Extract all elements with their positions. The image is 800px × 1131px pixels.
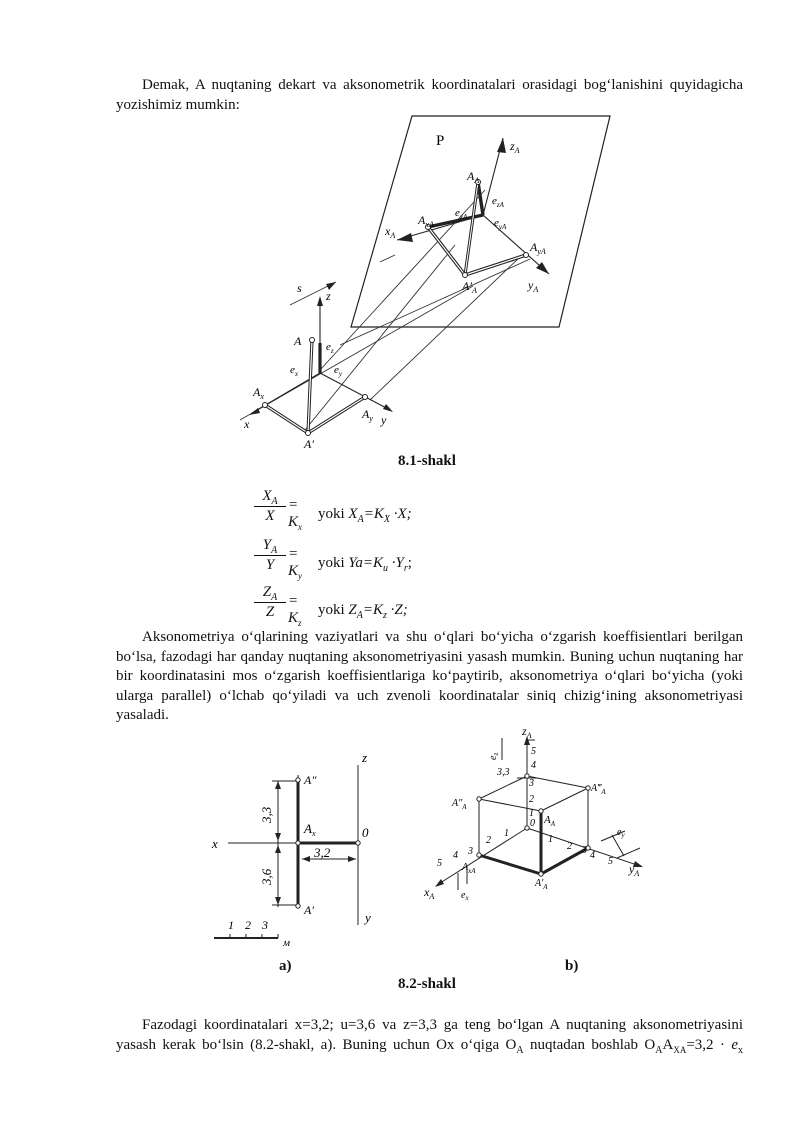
figure-8-2b-label: b)	[565, 958, 579, 974]
svg-text:Ax: $A_x$	[253, 385, 264, 401]
svg-text:3: 3	[468, 846, 473, 857]
figure-8-2a-label: a)	[279, 958, 292, 974]
svg-text:Ay: $A_y$	[362, 407, 373, 423]
figure-8-2a	[205, 745, 395, 950]
svg-text:3,2: 3,2	[314, 845, 331, 860]
svg-text:5: 5	[608, 856, 613, 867]
svg-text:xA: $x_A$	[385, 224, 396, 240]
svg-text:0: 0	[362, 825, 369, 840]
svg-text:ex: $e_x$	[461, 890, 469, 900]
svg-text:AA: $A_A$	[467, 169, 480, 185]
svg-text:2: 2	[567, 841, 572, 852]
svg-text:3,3: 3,3	[259, 806, 274, 823]
svg-text:ez: $e_z$	[326, 341, 334, 355]
svg-text:A″A: $A''_A$	[452, 798, 467, 811]
svg-text:5: 5	[437, 858, 442, 869]
svg-text:1: 1	[228, 918, 234, 932]
svg-text:3,6: 3,6	[259, 868, 274, 885]
svg-text:3: 3	[582, 845, 587, 856]
svg-text:zA: $z_A$	[510, 139, 520, 155]
svg-text:zA: $z_A$	[522, 724, 532, 740]
svg-text:yA: $y_A$	[528, 278, 539, 294]
svg-text:yA: $y_A$	[629, 862, 640, 878]
svg-text:A′A: $A'_A$	[535, 878, 548, 891]
svg-text:AA: $A_A$	[544, 814, 556, 828]
svg-text:A‴A: $A‴_A$	[591, 783, 606, 796]
svg-text:ey: $e_y$	[334, 364, 342, 378]
svg-text:xA: $x_A$	[424, 885, 435, 900]
svg-text:2: 2	[529, 794, 534, 805]
figure-8-1-caption: 8.1-shakl	[398, 453, 456, 469]
svg-text:AxA: $A_{xA}$	[462, 862, 476, 875]
intro-paragraph: Demak, A nuqtaning dekart va aksonometrik koordinatalari orasidagi bog‘lanishini quyidagicha yozishimiz mumkin:	[116, 77, 743, 113]
svg-text:ezA: $e_{zA}$	[492, 195, 504, 209]
svg-text:s: s	[297, 281, 302, 295]
svg-text:z: z	[362, 750, 368, 765]
svg-text:0: 0	[530, 818, 535, 829]
svg-text:exA: $e_{xA}$	[455, 207, 468, 221]
svg-text:1: 1	[529, 808, 534, 819]
svg-text:1: 1	[548, 834, 553, 845]
plane-p	[351, 116, 610, 327]
figure-8-2b	[420, 720, 660, 900]
svg-text:x: x	[212, 836, 218, 851]
svg-text:м: м	[283, 937, 291, 949]
svg-text:3: 3	[262, 918, 268, 932]
svg-text:4: 4	[590, 850, 595, 861]
svg-text:Ax: $A_x$	[304, 821, 316, 838]
svg-text:3,3: 3,3	[497, 767, 510, 778]
svg-text:A′: A′	[304, 437, 314, 451]
svg-text:A″: A″	[304, 773, 317, 787]
plane-label: P	[436, 133, 445, 149]
body-paragraph-2: Fazodagi koordinatalari x=3,2; u=3,6 va z=3,3 ga teng bo‘lgan A nuqtaning aksonometriyasini yasash kerak bo‘lsin (8.2-shakl, a). Buning uchun Ox o‘qiga $O_A$ nuqtadan boshlab $O_AA_{XA}=3,2 \cdot e_x$	[116, 1017, 743, 1056]
svg-text:4: 4	[453, 850, 458, 861]
svg-text:2: 2	[245, 918, 251, 932]
svg-text:A′A: $A'_A$	[462, 279, 477, 295]
svg-text:y: y	[381, 413, 387, 427]
svg-text:ey: $e_y$	[617, 827, 625, 839]
svg-text:ex: $e_x$	[290, 364, 298, 378]
svg-text:eyA: $e_{yA}$	[494, 217, 507, 231]
svg-text:x: x	[244, 417, 250, 431]
svg-text:4: 4	[531, 760, 536, 771]
svg-text:3: 3	[529, 778, 534, 789]
svg-text:A′: A′	[304, 903, 314, 917]
svg-text:ez: $e_z$	[488, 752, 500, 760]
svg-text:5: 5	[531, 746, 536, 757]
figure-8-1	[230, 110, 630, 460]
svg-text:z: z	[326, 289, 331, 303]
svg-text:A: A	[294, 334, 302, 348]
svg-text:AxA: $A_{xA}$	[418, 213, 434, 229]
svg-text:2: 2	[486, 835, 491, 846]
svg-text:1: 1	[504, 828, 509, 839]
svg-text:y: y	[365, 910, 371, 925]
body-paragraph-1: Aksonometriya o‘qlarining vaziyatlari va shu o‘qlari bo‘yicha o‘zgarish koeffisientlari berilgan bo‘lsa, fazodagi har qanday nuqtaning aksonometriyasini yasash mumkin. Buning uchun nuqtaning har bir koordinatasini mos o‘zgarish koeffisientlariga ko‘paytirib, aksonometriya o‘qlari bo‘yicha (yoki ularga parallel) o‘lchab qo‘yiladi va uch zvenoli koordinatalar siniq chizig‘ining aksonometriyasi yasaladi.	[116, 629, 743, 723]
svg-text:AyA: $A_{yA}$	[530, 240, 546, 256]
figure-8-2-caption: 8.2-shakl	[398, 976, 456, 992]
